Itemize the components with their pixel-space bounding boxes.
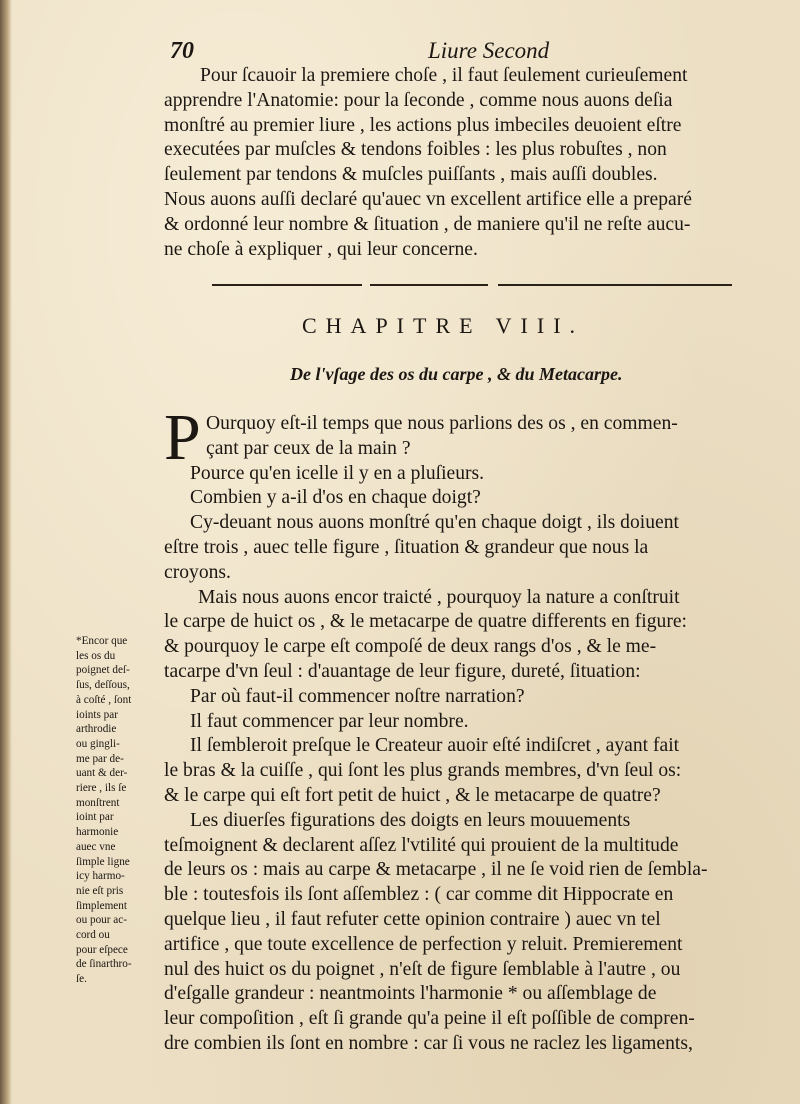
margin-note-line: cord ou xyxy=(76,929,110,942)
margin-note-line: monſtrent xyxy=(76,796,120,809)
text-line: & pourquoy le carpe eſt compoſé de deux rangs d'os , & le me- xyxy=(164,636,657,658)
margin-note-line: ioint par xyxy=(76,811,114,824)
margin-note-line: à coſté , ſont xyxy=(76,693,132,706)
margin-note-line: nie eſt pris xyxy=(76,884,124,897)
margin-note-line: poignet deſ- xyxy=(76,664,130,677)
margin-note-line: ou pour ac- xyxy=(76,914,127,927)
text-line: artifice , que toute excellence de perfection y reluit. Premierement xyxy=(164,933,683,955)
text-line: eſtre trois , auec telle figure , ſituation & grandeur que nous la xyxy=(164,536,649,558)
text-line: dre combien ils ſont en nombre : car ſi vous ne raclez les ligaments, xyxy=(164,1032,693,1054)
margin-note-line: de ſinarthro- xyxy=(76,958,132,971)
text-line: le bras & la cuiſſe , qui ſont les plus grands membres, d'vn ſeul os: xyxy=(164,760,682,782)
divider-segment xyxy=(370,284,488,286)
margin-note-line: arthrodie xyxy=(76,723,117,736)
text-line: Mais nous auons encor traicté , pourquoy la nature a conſtruit xyxy=(198,586,680,608)
text-line: d'eſgalle grandeur : neantmoints l'harmonie * ou aſſemblage de xyxy=(164,983,657,1005)
divider-segment xyxy=(212,284,362,286)
text-line: executées par muſcles & tendons foibles : les plus robuſtes , non xyxy=(164,139,667,161)
margin-note-line: auec vne xyxy=(76,840,116,853)
margin-note-line: ſus, deſſous, xyxy=(76,679,130,692)
text-line: Les diuerſes figurations des doigts en leurs mouuements xyxy=(190,809,631,831)
margin-note-line: me par de- xyxy=(76,752,124,765)
text-line: Il faut commencer par leur nombre. xyxy=(190,710,469,732)
running-title: Liure Second xyxy=(428,38,550,63)
text-line: le carpe de huict os , & le metacarpe de quatre differents en figure: xyxy=(164,611,687,633)
text-line: & ordonné leur nombre & ſituation , de maniere qu'il ne reſte aucu- xyxy=(164,213,691,235)
text-line: Il ſembleroit preſque le Createur auoir eſté indiſcret , ayant fait xyxy=(190,735,680,757)
text-line: tacarpe d'vn ſeul : d'auantage de leur figure, dureté, ſituation: xyxy=(164,660,641,682)
text-line: ble : toutesfois ils ſont aſſemblez : ( car comme dit Hippocrate en xyxy=(164,884,674,906)
margin-note-line: icy harmo- xyxy=(76,870,125,883)
margin-note-line: uant & der- xyxy=(76,767,128,780)
text-line: Nous auons auſſi declaré qu'auec vn excellent artifice elle a preparé xyxy=(164,188,692,210)
margin-note-line: ioints par xyxy=(76,708,118,721)
divider-segment xyxy=(498,284,732,286)
text-line: apprendre l'Anatomie: pour la ſeconde , comme nous auons deſia xyxy=(164,89,673,111)
intro-paragraph xyxy=(164,64,794,262)
margin-note-line: ſimplement xyxy=(76,899,127,912)
text-line: leur compoſition , eſt ſi grande qu'a peine il eſt poſſible de compren- xyxy=(164,1008,695,1030)
text-line: nul des huict os du poignet , n'eſt de figure ſemblable à l'autre , ou xyxy=(164,958,681,980)
chapter-subtitle: De l'vſage des os du carpe , & du Metacarpe. xyxy=(290,364,623,384)
margin-note-line: pour eſpece xyxy=(76,943,128,956)
text-line: croyons. xyxy=(164,561,231,583)
text-line: Par où faut-il commencer noſtre narration? xyxy=(190,685,525,707)
text-line: monſtré au premier liure , les actions plus imbeciles deuoient eſtre xyxy=(164,114,682,136)
margin-note xyxy=(76,634,160,987)
page-number: 70 xyxy=(170,38,194,64)
text-line: Pource qu'en icelle il y en a pluſieurs. xyxy=(190,462,485,484)
chapter-title: CHAPITRE VIII. xyxy=(302,313,585,338)
text-line: Pour ſcauoir la premiere choſe , il faut ſeulement curieuſement xyxy=(200,65,688,86)
text-line: Combien y a-il d'os en chaque doigt? xyxy=(190,487,481,509)
section-divider xyxy=(212,282,732,288)
margin-note-line: ou gingli- xyxy=(76,737,120,750)
text-line: çant par ceux de la main ? xyxy=(206,437,411,459)
margin-note-line: ſe. xyxy=(76,973,87,986)
chapter-body xyxy=(164,412,794,1057)
text-line: ſeulement par tendons & muſcles puiſſants , mais auſſi doubles. xyxy=(164,164,658,186)
margin-note-line: ſimple ligne xyxy=(76,855,130,868)
text-line: quelque lieu , il faut refuter cette opinion contraire ) auec vn tel xyxy=(164,908,661,930)
book-spine-shadow xyxy=(0,0,12,1104)
margin-note-line: les os du xyxy=(76,649,116,662)
text-line: & le carpe qui eſt fort petit de huict , & le metacarpe de quatre? xyxy=(164,784,661,806)
text-line: de leurs os : mais au carpe & metacarpe , il ne ſe void rien de ſembla- xyxy=(164,859,708,881)
margin-note-line: harmonie xyxy=(76,826,119,839)
drop-cap: P xyxy=(164,401,201,474)
margin-note-line: riere , ils ſe xyxy=(76,782,127,795)
text-line: teſmoignent & declarent aſſez l'vtilité qui prouient de la multitude xyxy=(164,834,679,856)
margin-note-line: *Encor que xyxy=(76,635,128,647)
text-line: Ourquoy eſt-il temps que nous parlions des os , en commen- xyxy=(206,413,678,434)
text-line: Cy-deuant nous auons monſtré qu'en chaque doigt , ils doiuent xyxy=(190,512,679,534)
text-line: ne choſe à expliquer , qui leur concerne. xyxy=(164,238,478,260)
